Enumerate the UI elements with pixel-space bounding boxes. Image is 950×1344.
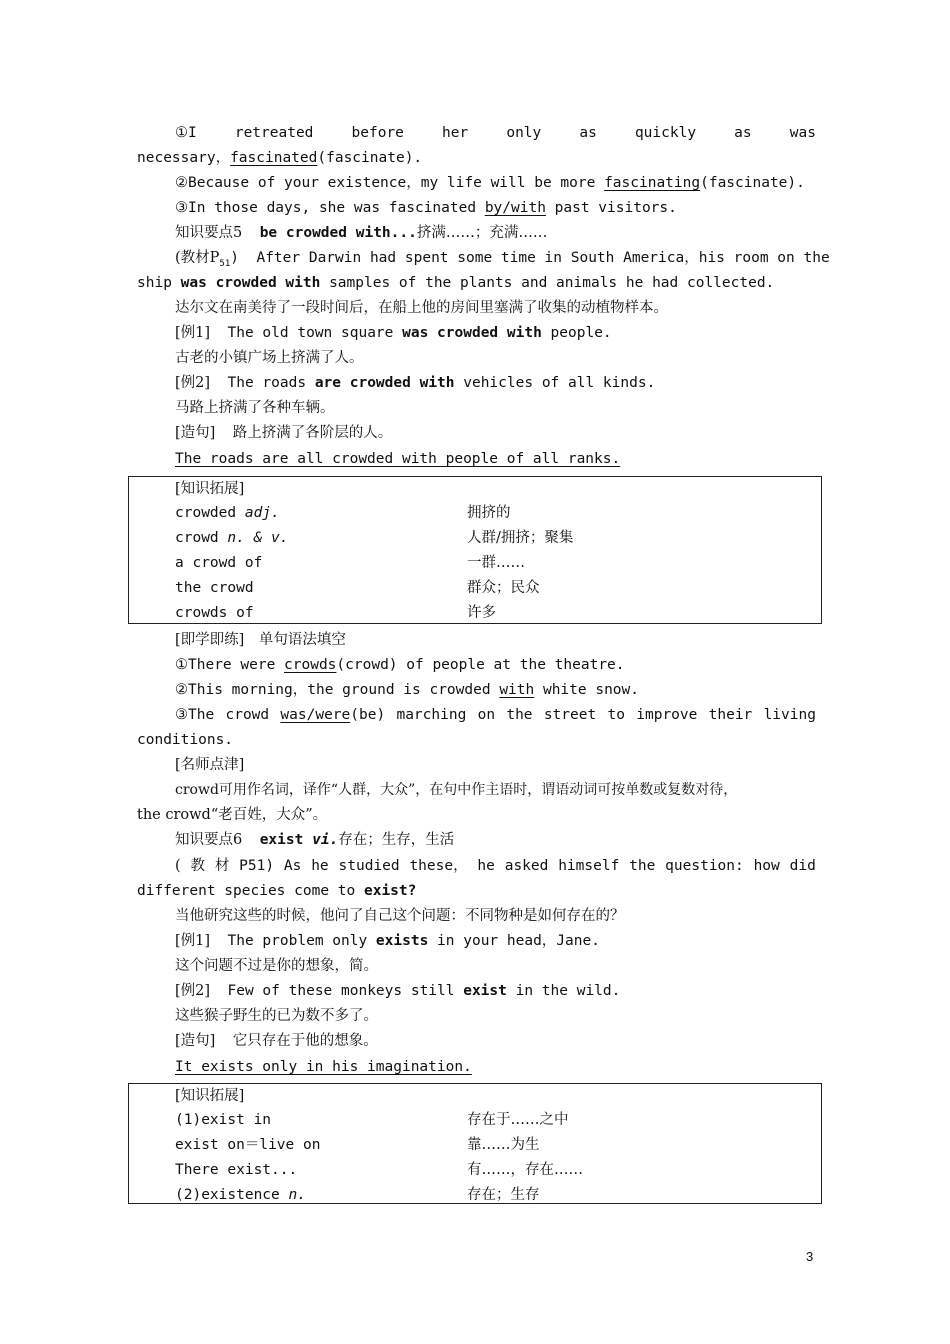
point5-make-sentence: [造句] 路上挤满了各阶层的人。 xyxy=(175,425,393,441)
point6-example1: [例1] The problem only exists in your head，Jane. xyxy=(175,933,600,949)
box-row: crowd n. & v. 人群/拥挤；聚集 xyxy=(175,530,574,546)
item3-line: ③In those days, she was fascinated by/with past visitors. xyxy=(175,200,677,216)
page-number: 3 xyxy=(806,1249,814,1264)
point5-translation: 达尔文在南美待了一段时间后，在船上他的房间里塞满了收集的动植物样本。 xyxy=(175,300,668,316)
knowledge-extension-box-1 xyxy=(128,476,822,624)
answer-blank: by/with xyxy=(484,200,546,216)
answer-blank: was/were xyxy=(280,707,351,723)
box-row: (1)exist in 存在于……之中 xyxy=(175,1112,569,1128)
box-row: crowds of 许多 xyxy=(175,605,496,621)
knowledge-extension-box-2 xyxy=(128,1083,822,1204)
practice-q3-line2: conditions. xyxy=(137,732,234,748)
point6-example1-cn: 这个问题不过是你的想象，简。 xyxy=(175,958,378,974)
point6-example2: [例2] Few of these monkeys still exist in the wild. xyxy=(175,983,621,999)
answer-blank: fascinated xyxy=(230,150,318,166)
box-row: There exist... 有……，存在…… xyxy=(175,1162,583,1178)
point5-example2-cn: 马路上挤满了各种车辆。 xyxy=(175,400,335,416)
box-row: crowded adj. 拥挤的 xyxy=(175,505,511,521)
answer-blank: crowds xyxy=(284,657,337,673)
point6-textbook-line1: ( 教 材 P51) As he studied these， he asked himself the question: how did xyxy=(175,858,816,874)
item1-line1: ①I retreated before her only as quickly as was xyxy=(175,125,816,141)
point5-example1-cn: 古老的小镇广场上挤满了人。 xyxy=(175,350,364,366)
practice-q1: ①There were crowds(crowd) of people at the theatre. xyxy=(175,657,625,673)
point5-make-answer: The roads are all crowded with people of all ranks. xyxy=(175,451,621,467)
point5-textbook-line1: (教材$P_{51}$) After Darwin had spent some time in South America，his room on the xyxy=(175,250,830,269)
tip-title: [名师点津] xyxy=(175,757,245,773)
tip-line1: crowd可用作名词，译作“人群，大众”，在句中作主语时，谓语动词可按单数或复数对待， xyxy=(175,782,738,798)
point6-example2-cn: 这些猴子野生的已为数不多了。 xyxy=(175,1008,378,1024)
practice-q2: ②This morning，the ground is crowded with white snow. xyxy=(175,682,639,698)
item1-line2: necessary，fascinated(fascinate). xyxy=(137,150,423,166)
practice-q3-line1: ③The crowd was/were(be) marching on the street to improve their living xyxy=(175,707,816,723)
answer-blank: with xyxy=(499,682,535,698)
box-title: [知识拓展] xyxy=(175,481,245,497)
point6-make-answer: It exists only in his imagination. xyxy=(175,1059,472,1075)
practice-title: [即学即练] 单句语法填空 xyxy=(175,632,346,648)
point5-example2: [例2] The roads are crowded with vehicles of all kinds. xyxy=(175,375,656,391)
point6-textbook-line2: different species come to exist? xyxy=(137,883,417,899)
box-row: exist on＝live on 靠……为生 xyxy=(175,1137,540,1153)
item2-line: ②Because of your existence，my life will be more fascinating(fascinate). xyxy=(175,175,805,191)
box-row: (2)existence n. 存在；生存 xyxy=(175,1187,540,1203)
point6-heading: 知识要点6 exist vi.存在；生存，生活 xyxy=(175,832,455,848)
box-row: the crowd 群众；民众 xyxy=(175,580,540,596)
answer-blank: fascinating xyxy=(604,175,701,191)
point5-heading: 知识要点5 be crowded with...挤满……；充满…… xyxy=(175,225,548,241)
point6-translation: 当他研究这些的时候，他问了自己这个问题：不同物种是如何存在的？ xyxy=(175,908,625,924)
point5-textbook-line2: ship was crowded with samples of the plants and animals he had collected. xyxy=(137,275,775,291)
tip-line2: the crowd“老百姓，大众”。 xyxy=(137,807,328,823)
point5-example1: [例1] The old town square was crowded with people. xyxy=(175,325,612,341)
box-row: a crowd of 一群…… xyxy=(175,555,525,571)
box-title: [知识拓展] xyxy=(175,1088,245,1104)
point6-make-sentence: [造句] 它只存在于他的想象。 xyxy=(175,1033,378,1049)
